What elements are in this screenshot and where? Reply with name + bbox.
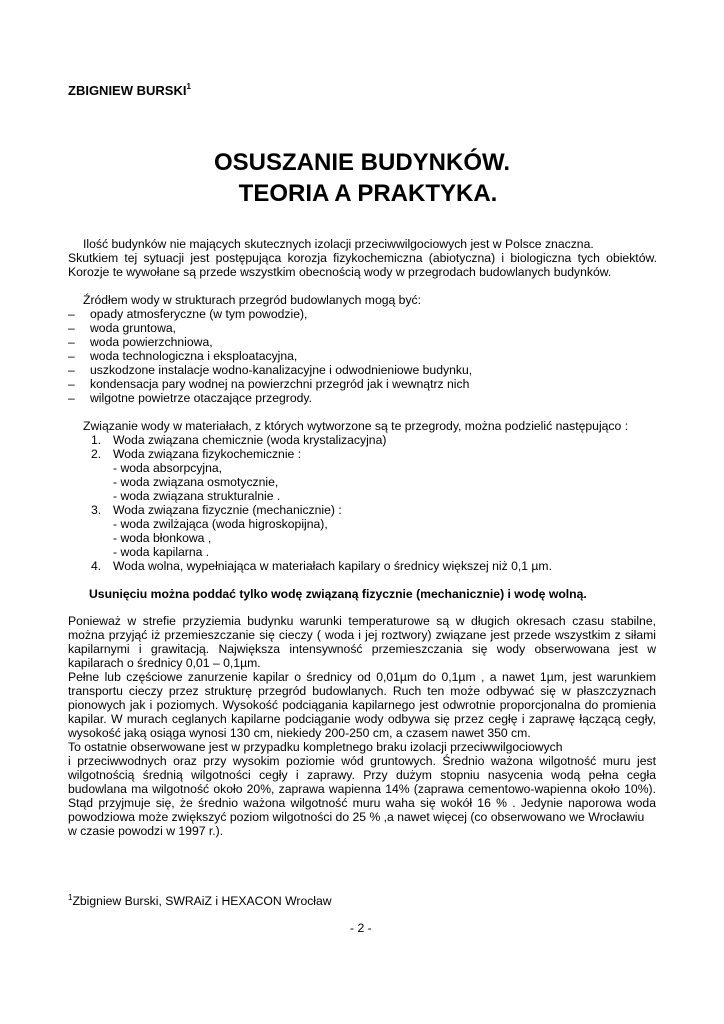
numbered-item-number: 4. [91, 559, 102, 573]
page-number: - 2 - [350, 921, 372, 935]
body-line: kapilarnymi i grawitacją. Największa intensywność przemieszczania się wody obserwowana jest w [68, 642, 656, 656]
body-line: budowlana ma wilgotność około 20%, zaprawa wapienna 14% (zaprawa cementowo-wapienna około 10%). [68, 782, 656, 796]
list-item: kondensacja pary wodnej na powierzchni przegród jak i wewnątrz nich [90, 377, 470, 391]
list-item: wilgotne powietrze otaczające przegrody. [90, 391, 312, 405]
emphasis-statement: Usunięciu można poddać tylko wodę związaną fizycznie (mechanicznie) i wodę wolną. [89, 587, 587, 601]
bullet-dash: – [68, 377, 75, 391]
body-line: w czasie powodzi w 1997 r.). [68, 824, 224, 838]
title-line-1: OSUSZANIE BUDYNKÓW. [213, 149, 510, 176]
body-line: można przyjąć iż przemieszczanie się cieczy ( woda i jej roztwory) związane jest przede wszystkim z siłami [68, 628, 656, 642]
body-line: To ostatnie obserwowane jest w przypadku kompletnego braku izolacji przeciwwilgociowych [68, 740, 563, 754]
body-line: powodziowa może zwiększyć poziom wilgotności do 25 % ,a nawet więcej (co obserwowano we Wrocławiu [68, 810, 645, 824]
numbered-item-text: Woda wolna, wypełniająca w materiałach kapilary o średnicy większej niż 0,1 µm. [113, 559, 552, 573]
numbered-item-number: 3. [91, 503, 102, 517]
body-line: Stąd przyjmuje się, że średnio ważona wilgotność muru waha się wokół 16 % . Jedynie naporowa woda [68, 796, 656, 810]
list-item: woda technologiczna i eksploatacyjna, [90, 349, 298, 363]
bullet-dash: – [68, 307, 75, 321]
body-line: wilgotnością średnią wilgotności cegły i zaprawy. Przy dużym stopniu nasycenia wodą pełna cegła [68, 768, 656, 782]
bullet-dash: – [68, 391, 75, 405]
body-line: transportu cieczy przez strukturę przegród budowlanych. Ruch ten może odbywać się w płaszczyznach [68, 684, 656, 698]
numbered-item-text: Woda związana fizykochemicznie : [113, 447, 302, 461]
author-name: ZBIGNIEW BURSKI$^1$ [68, 82, 191, 98]
title-line-2: TEORIA A PRAKTYKA. [238, 180, 498, 207]
body-line: pionowych jak i poziomych. Wysokość podciągania kapilarnego jest odwrotnie proporcjonalna do promienia [68, 698, 656, 712]
list-item: uszkodzone instalacje wodno-kanalizacyjne i odwodnieniowe budynku, [90, 363, 473, 377]
list-item: woda gruntowa, [90, 321, 177, 335]
intro-line: Skutkiem tej sytuacji jest postępująca korozja fizykochemiczna (abiotyczna) i biologiczna tych obiektów. [68, 251, 657, 265]
list-item: woda powierzchniowa, [90, 335, 213, 349]
numbered-item-text: Woda związana chemicznie (woda krystalizacyjna) [113, 433, 387, 447]
intro-line: Korozje te wywołane są przede wszystkim obecnością wody w przegrodach budowlanych budynków. [68, 265, 612, 279]
footnote-text: Zbigniew Burski, SWRAiZ i HEXACON Wrocław [72, 894, 332, 908]
body-line: Ponieważ w strefie przyziemia budynku warunki temperaturowe są w długich okresach czasu stabilne, [68, 614, 656, 628]
body-line: kapilar. W murach ceglanych kapilarne podciąganie wody odbywa się przez cegłę i zaprawę łączącą cegły, [68, 712, 656, 726]
bullet-dash: – [68, 363, 75, 377]
numbered-item-number: 2. [91, 447, 102, 461]
body-line: kapilarach o średnicy 0,01 – 0,1µm. [68, 656, 261, 670]
sub-item: - woda związana osmotycznie, [113, 475, 279, 489]
sub-item: - woda kapilarna . [113, 545, 210, 559]
bullet-dash: – [68, 349, 75, 363]
sub-item: - woda zwilżająca (woda higroskopijna), [113, 517, 328, 531]
page-title [0, 147, 724, 209]
numbered-item-number: 1. [91, 433, 102, 447]
sub-item: - woda absorpcyjna, [113, 461, 223, 475]
bullet-dash: – [68, 321, 75, 335]
body-line: wysokość jaką osiąga wynosi 130 cm, niekiedy 200-250 cm, a czasem nawet 350 cm. [68, 726, 531, 740]
list-item: opady atmosferyczne (w tym powodzie), [90, 307, 308, 321]
intro-line: Ilość budynków nie mających skutecznych izolacji przeciwwilgociowych jest w Polsce znaczna. [83, 237, 594, 251]
sources-lead: Źródłem wody w strukturach przegród budowlanych mogą być: [83, 293, 422, 307]
sub-item: - woda związana strukturalnie . [113, 489, 281, 503]
footnote [68, 893, 332, 908]
footnote-mark: 1 [68, 893, 73, 902]
author-footnote-mark: 1 [186, 82, 191, 91]
binding-lead: Związanie wody w materiałach, z których wytworzone są te przegrody, można podzielić następująco : [83, 419, 629, 433]
body-line: Pełne lub częściowe zanurzenie kapilar o średnicy od 0,01µm do 0,1µm , a nawet 1µm, jest warunkiem [68, 670, 656, 684]
body-line: i przeciwwodnych oraz przy wysokim poziomie wód gruntowych. Średnio ważona wilgotność muru jest [68, 754, 656, 768]
numbered-item-text: Woda związana fizycznie (mechanicznie) : [113, 503, 342, 517]
bullet-dash: – [68, 335, 75, 349]
sub-item: - woda błonkowa , [113, 531, 212, 545]
